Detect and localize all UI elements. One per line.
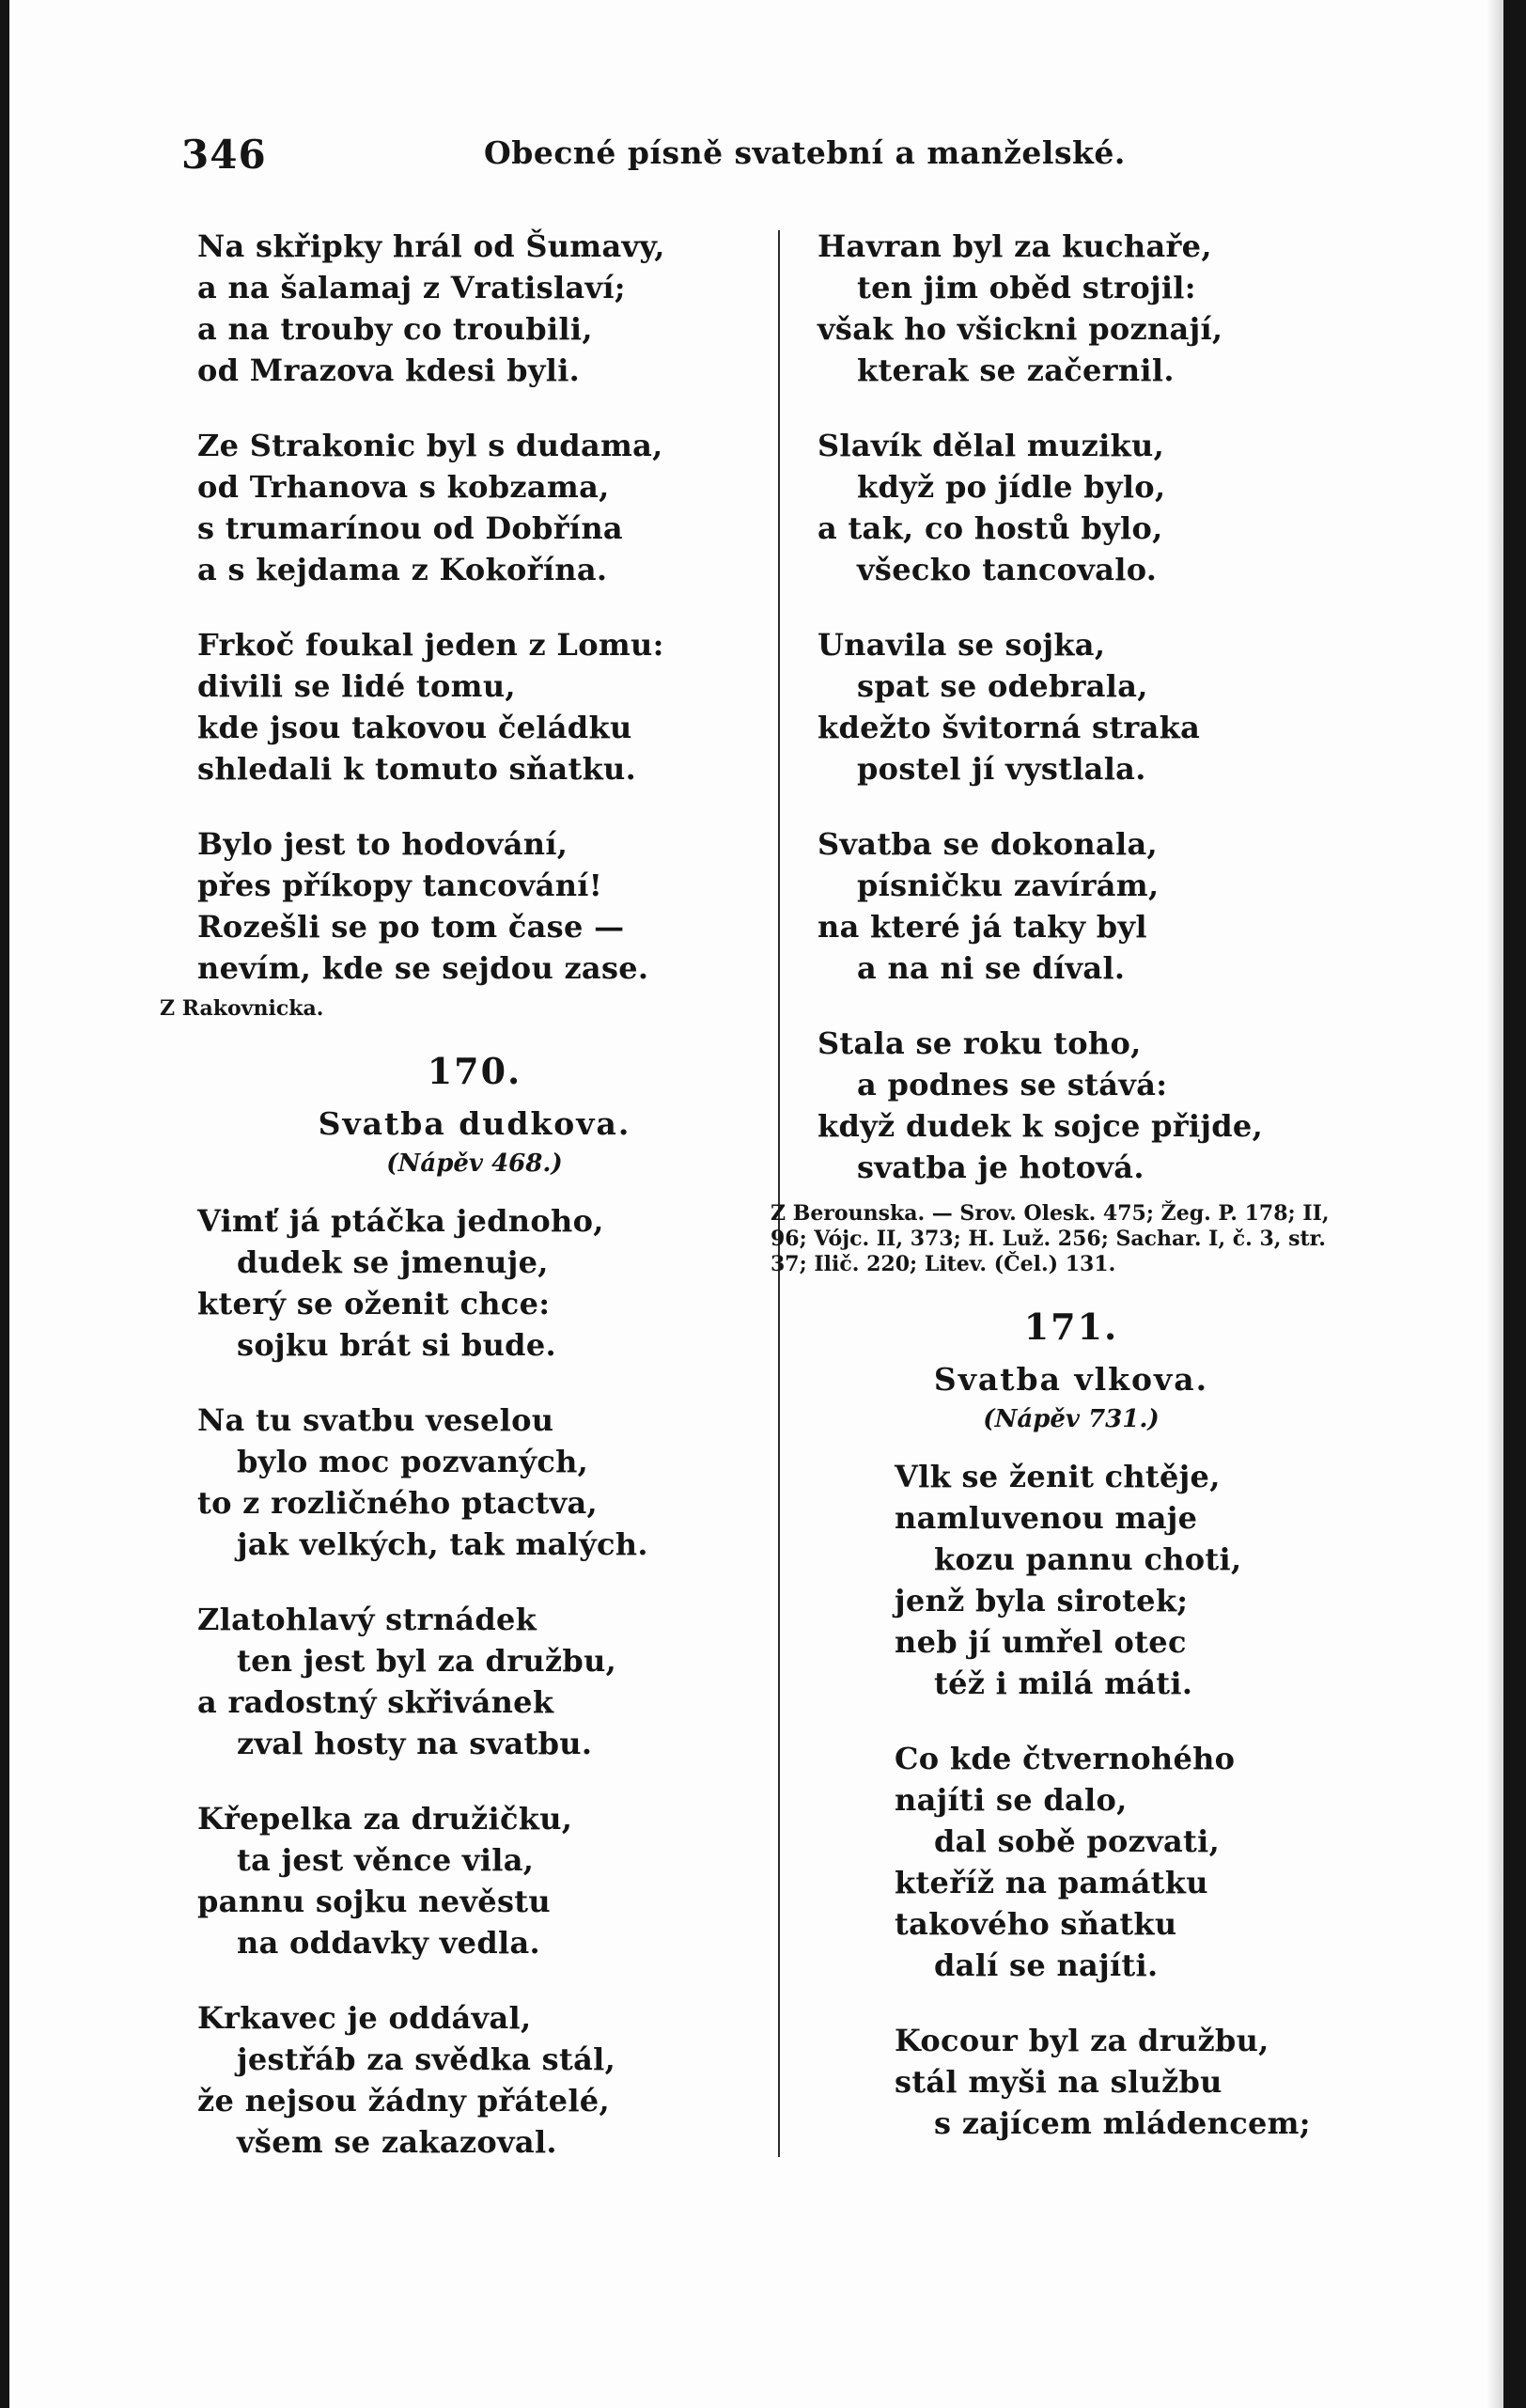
- verse-line: bylo moc pozvaných,: [237, 1444, 589, 1479]
- song-number: 171.: [1023, 1306, 1119, 1348]
- verse-line: Havran byl za kuchaře,: [818, 228, 1212, 264]
- right-column: [771, 226, 1330, 2178]
- verse-line: kteříž na památku: [895, 1865, 1208, 1900]
- verse-line: nevím, kde se sejdou zase.: [197, 950, 649, 986]
- verse-line: ten jim oběd strojil:: [857, 270, 1196, 305]
- page-number: 346: [181, 132, 267, 178]
- verse-line: a podnes se stává:: [857, 1067, 1168, 1102]
- verse-line: Na tu svatbu veselou: [197, 1402, 554, 1438]
- song-title: Svatba vlkova.: [933, 1361, 1209, 1398]
- stanza: [197, 425, 752, 590]
- verse-line: dudek se jmenuje,: [237, 1244, 549, 1280]
- verse-line: stál myši na službu: [895, 2064, 1222, 2100]
- verse-line: Unavila se sojka,: [818, 627, 1106, 663]
- stanza: [818, 823, 1325, 989]
- verse-line: jak velkých, tak malých.: [237, 1526, 648, 1562]
- stanza: [197, 1200, 752, 1366]
- verse-line: Rozešli se po tom čase —: [197, 909, 625, 945]
- verse-line: shledali k tomuto sňatku.: [197, 751, 637, 787]
- page-header: [9, 132, 1503, 188]
- verse-line: pannu sojku nevěstu: [197, 1884, 551, 1919]
- verse-line: též i milá máti.: [934, 1665, 1193, 1701]
- verse-line: od Mrazova kdesi byli.: [197, 352, 581, 388]
- song-title: Svatba dudkova.: [318, 1105, 631, 1142]
- tune-reference: (Nápěv 731.): [983, 1405, 1160, 1433]
- verse-line: však ho všickni poznají,: [818, 311, 1223, 347]
- left-column: [160, 226, 752, 2197]
- verse-line: když po jídle bylo,: [857, 469, 1166, 505]
- verse-line: kozu pannu choti,: [934, 1541, 1242, 1577]
- verse-line: svatba je hotová.: [857, 1149, 1144, 1185]
- verse-line: a na trouby co troubili,: [197, 311, 593, 347]
- verse-line: přes příkopy tancování!: [197, 868, 603, 903]
- tune-reference: (Nápěv 468.): [386, 1149, 563, 1178]
- source-note: Z Berounska. — Srov. Olesk. 475; Žeg. P. 178; II, 96; Vójc. II, 373; H. Luž. 256; Sachar. I, č. 3, str. 37; Ilič. 220; Litev. (Čel.) 131.: [771, 1201, 1330, 1276]
- verse-line: který se oženit chce:: [197, 1286, 551, 1321]
- verse-line: jestřáb za svědka stál,: [237, 2041, 616, 2077]
- verse-line: Frkoč foukal jeden z Lomu:: [197, 627, 664, 663]
- verse-line: ta jest věnce vila,: [237, 1842, 535, 1878]
- verse-line: sojku brát si bude.: [237, 1327, 556, 1363]
- verse-line: dal sobě pozvati,: [934, 1823, 1221, 1859]
- verse-line: Zlatohlavý strnádek: [197, 1602, 537, 1637]
- verse-line: všecko tancovalo.: [857, 552, 1158, 587]
- stanza: [818, 624, 1325, 790]
- verse-line: s trumarínou od Dobřína: [197, 510, 623, 546]
- verse-line: to z rozličného ptactva,: [197, 1485, 598, 1521]
- verse-line: na které já taky byl: [818, 909, 1147, 945]
- verse-line: dalí se najíti.: [934, 1947, 1159, 1983]
- stanza: [197, 1798, 752, 1963]
- stanza: [197, 226, 752, 391]
- page-edge-shadow: [1487, 0, 1503, 2408]
- song-number: 170.: [427, 1050, 522, 1092]
- verse-line: že nejsou žádny přátelé,: [197, 2083, 610, 2119]
- stanza: [197, 1599, 752, 1764]
- stanza: [895, 2020, 1325, 2144]
- verse-line: Kocour byl za družbu,: [895, 2023, 1269, 2058]
- verse-line: Vlk se ženit chtěje,: [895, 1459, 1221, 1494]
- verse-line: ten jest byl za družbu,: [237, 1643, 617, 1679]
- verse-line: kde jsou takovou čeládku: [197, 710, 632, 745]
- verse-line: kterak se začernil.: [857, 352, 1175, 388]
- verse-line: s zajícem mládencem;: [934, 2105, 1311, 2141]
- verse-line: a tak, co hostů bylo,: [818, 510, 1163, 546]
- verse-line: zval hosty na svatbu.: [237, 1726, 593, 1761]
- verse-line: najíti se dalo,: [895, 1782, 1128, 1818]
- stanza: [818, 226, 1325, 391]
- verse-line: postel jí vystlala.: [857, 751, 1146, 787]
- verse-line: Krkavec je oddával,: [197, 2000, 532, 2036]
- verse-line: kdežto švitorná straka: [818, 710, 1201, 745]
- book-page: [9, 0, 1503, 2408]
- verse-line: namluvenou maje: [895, 1500, 1198, 1536]
- verse-line: písničku zavírám,: [857, 868, 1160, 903]
- verse-line: a na ni se díval.: [857, 950, 1126, 986]
- verse-line: takového sňatku: [895, 1906, 1177, 1942]
- stanza: [197, 1997, 752, 2163]
- column-divider: [778, 230, 780, 2157]
- source-note: Z Rakovnicka.: [160, 996, 324, 1021]
- verse-line: jenž byla sirotek;: [895, 1583, 1189, 1618]
- verse-line: Bylo jest to hodování,: [197, 826, 568, 862]
- verse-line: Co kde čtvernohého: [895, 1741, 1236, 1776]
- verse-line: na oddavky vedla.: [237, 1925, 540, 1961]
- stanza: [197, 624, 752, 790]
- verse-line: a radostný skřivánek: [197, 1684, 554, 1720]
- verse-line: Ze Strakonic byl s dudama,: [197, 428, 663, 463]
- verse-line: a s kejdama z Kokořína.: [197, 552, 608, 587]
- verse-line: od Trhanova s kobzama,: [197, 469, 610, 505]
- stanza: [818, 425, 1325, 590]
- verse-line: Vimť já ptáčka jednoho,: [197, 1203, 604, 1239]
- verse-line: spat se odebrala,: [857, 668, 1148, 704]
- verse-line: a na šalamaj z Vratislaví;: [197, 270, 626, 305]
- running-head: Obecné písně svatební a manželské.: [484, 134, 1126, 171]
- stanza: [895, 1456, 1325, 1704]
- verse-line: když dudek k sojce přijde,: [818, 1108, 1264, 1144]
- verse-line: Slavík dělal muziku,: [818, 428, 1165, 463]
- stanza: [197, 823, 752, 989]
- verse-line: Na skřipky hrál od Šumavy,: [197, 228, 665, 264]
- verse-line: Stala se roku toho,: [818, 1025, 1142, 1061]
- stanza: [818, 1023, 1325, 1188]
- verse-line: neb jí umřel otec: [895, 1624, 1187, 1660]
- verse-line: Svatba se dokonala,: [818, 826, 1158, 862]
- verse-line: Křepelka za družičku,: [197, 1801, 573, 1837]
- stanza: [197, 1399, 752, 1565]
- verse-line: divili se lidé tomu,: [197, 668, 516, 704]
- verse-line: všem se zakazoval.: [237, 2124, 557, 2160]
- stanza: [895, 1738, 1325, 1986]
